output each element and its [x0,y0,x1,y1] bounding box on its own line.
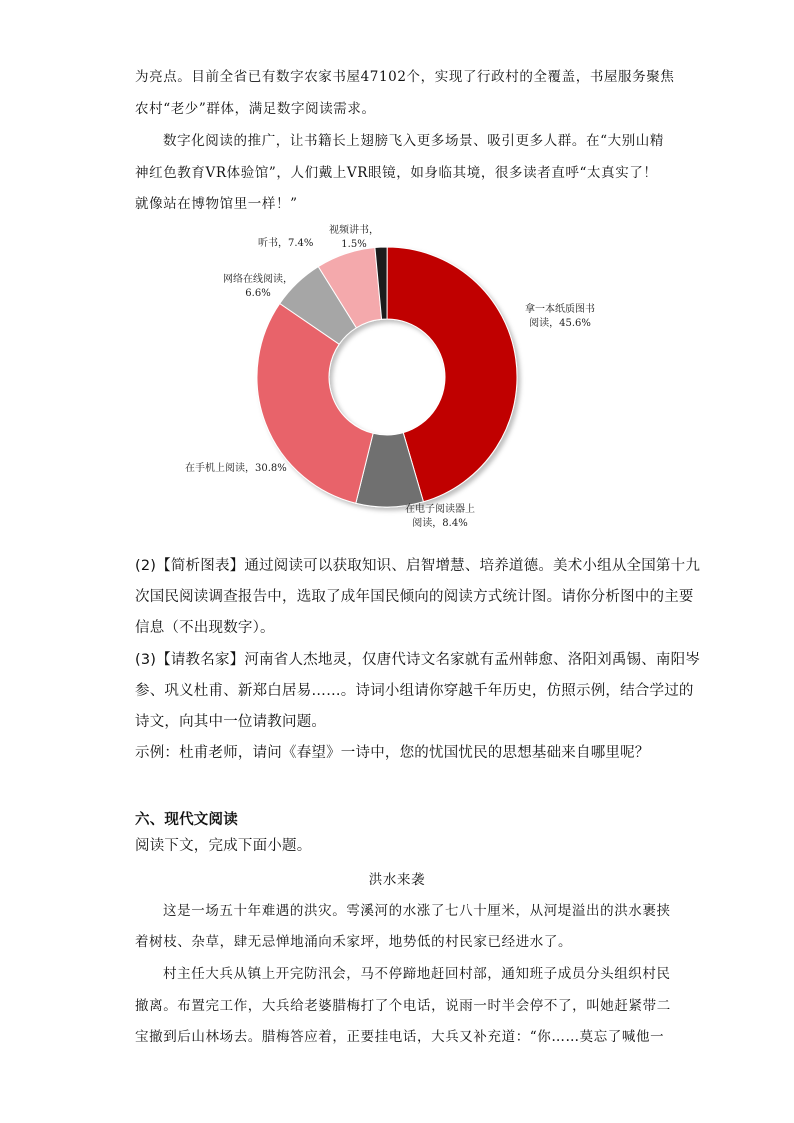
slice-label-1: 在电子阅读器上 [405,504,475,515]
intro-line-4: 神红色教育VR体验馆”，人们戴上VR眼镜，如身临其境，很多读者直呼“太真实了！ [135,165,658,181]
slice-label-5: 视频讲书， [329,225,379,236]
slice-label-3-line-2: 6.6% [245,288,271,299]
q3-example: 示例：杜甫老师，请问《春望》一诗中，您的忧国忧民的思想基础来自哪里呢？ [135,745,650,761]
story-para1-line-1: 这是一场五十年难遇的洪灾。雩溪河的水涨了七八十厘米，从河堤溢出的洪水裹挟 [163,903,671,919]
slice-label-1-line-2: 阅读，8.4% [412,518,468,529]
story-para2-line-3: 宝撤到后山林场去。腊梅答应着，正要挂电话，大兵又补充道：“你……莫忘了喊他一 [135,1029,665,1045]
slice-label-4: 听书，7.4% [258,238,314,249]
q3-line-2: 参、巩义杜甫、新郑白居易……。诗词小组请你穿越千年历史，仿照示例，结合学过的 [135,683,694,699]
story-title: 洪水来袭 [368,872,426,888]
q2-line-3: 信息（不出现数字）。 [135,620,275,636]
intro-line-2: 农村“老少”群体，满足数字阅读需求。 [135,101,376,117]
story-para1-line-2: 着树枝、杂草，肆无忌惮地涌向禾家坪，地势低的村民家已经进水了。 [135,934,573,950]
section-instruction: 阅读下文，完成下面小题。 [135,838,312,854]
q3-line-3: 诗文，向其中一位请教问题。 [135,714,327,730]
intro-line-1: 为亮点。目前全省已有数字农家书屋47102个，实现了行政村的全覆盖，书屋服务聚焦 [135,69,675,85]
q3-line-1: (3)【请教名家】河南省人杰地灵，仅唐代诗文名家就有孟州韩愈、洛阳刘禹锡、南阳岑 [135,652,701,668]
slice-label-5-line-2: 1.5% [341,239,367,250]
section-title: 六、现代文阅读 [135,812,238,828]
slice-label-0: 拿一本纸质图书 [525,304,595,315]
story-para2-line-2: 撤离。布置完工作，大兵给老婆腊梅打了个电话，说雨一时半会停不了，叫她赶紧带二 [135,998,671,1014]
slice-label-3: 网络在线阅读， [223,274,293,285]
q2-line-1: (2)【简析图表】通过阅读可以获取知识、启智增慧、培养道德。美术小组从全国第十九 [135,558,701,574]
q2-line-2: 次国民阅读调查报告中，选取了成年国民倾向的阅读方式统计图。请你分析图中的主要 [135,589,694,605]
intro-line-5: 就像站在博物馆里一样！” [135,196,298,212]
story-para2-line-1: 村主任大兵从镇上开完防汛会，马不停蹄地赶回村部，通知班子成员分头组织村民 [163,966,671,982]
intro-line-3: 数字化阅读的推广，让书籍长上翅膀飞入更多场景、吸引更多人群。在“大别山精 [163,133,665,149]
reading-methods-donut-chart [0,0,794,540]
slice-label-2: 在手机上阅读，30.8% [185,463,287,474]
slice-label-0-line-2: 阅读，45.6% [529,318,591,329]
